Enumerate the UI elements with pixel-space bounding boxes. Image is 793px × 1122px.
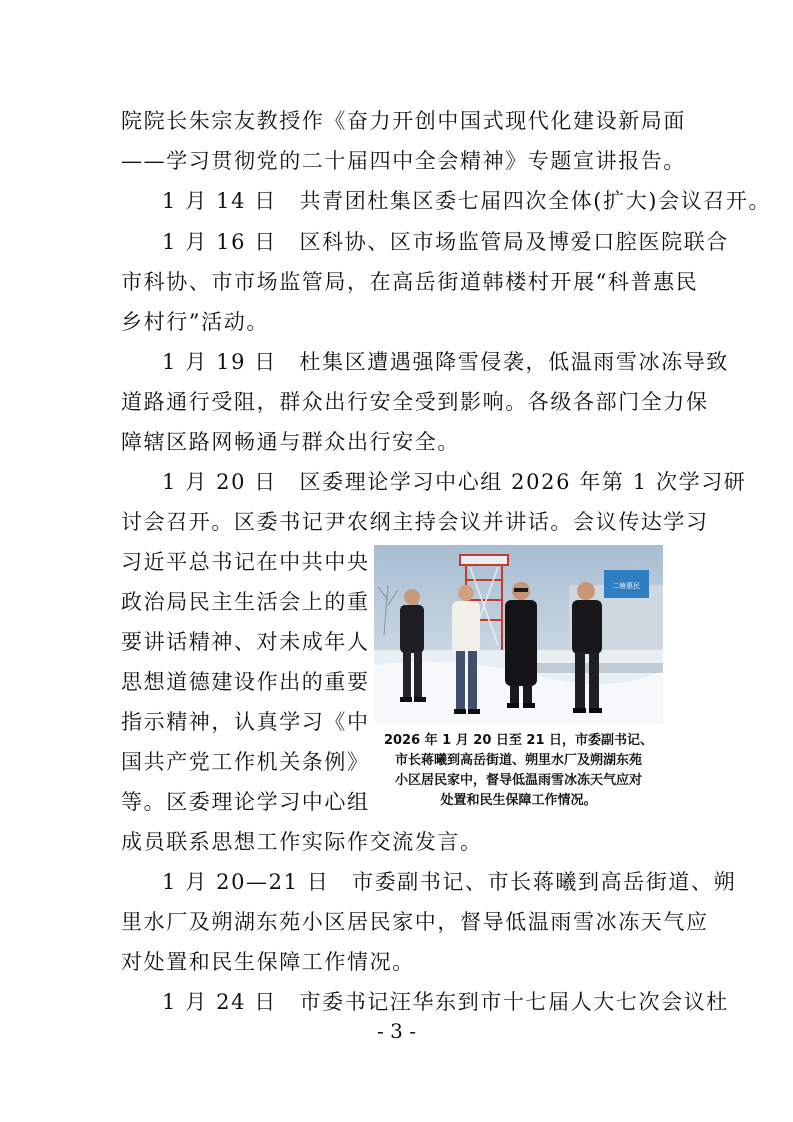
body-line: 讨会召开。区委书记尹农纲主持会议并讲话。会议传达学习 xyxy=(121,510,709,534)
body-line: 乡村行”活动。 xyxy=(121,310,269,334)
body-line: 成员联系思想工作实际作交流发言。 xyxy=(121,830,483,854)
body-line: 市科协、市市场监管局，在高岳街道韩楼村开展“科普惠民 xyxy=(121,270,699,294)
body-line: 1 月 20—21 日 市委副书记、市长蒋曦到高岳街道、朔 xyxy=(162,870,737,894)
body-line: 1 月 19 日 杜集区遭遇强降雪侵袭，低温雨雪冰冻导致 xyxy=(162,350,729,374)
body-line: 里水厂及朔湖东苑小区居民家中，督导低温雨雪冰冻天气应 xyxy=(121,910,709,934)
photo-sign-text: 二塘惠民 xyxy=(612,582,640,590)
body-line: 障辖区路网畅通与群众出行安全。 xyxy=(121,430,460,454)
body-line: 1 月 16 日 区科协、区市场监管局及博爱口腔医院联合 xyxy=(162,230,729,254)
news-photo xyxy=(374,545,663,724)
body-line: 1 月 24 日 市委书记汪华东到市十七届人大七次会议杜 xyxy=(162,990,729,1014)
body-line: 指示精神，认真学习《中 xyxy=(121,710,370,734)
photo-caption-line: 小区居民家中，督导低温雨雪冰冻天气应对 xyxy=(394,773,642,788)
photo-caption-line: 处置和民生保障工作情况。 xyxy=(440,793,597,808)
body-line: 道路通行受阻，群众出行安全受到影响。各级各部门全力保 xyxy=(121,390,709,414)
body-line: 要讲话精神、对未成年人 xyxy=(121,630,370,654)
body-line: 国共产党工作机关条例》 xyxy=(121,750,370,774)
photo-caption-line: 市长蒋曦到高岳街道、朔里水厂及朔湖东苑 xyxy=(394,753,642,768)
body-line: 习近平总书记在中共中央 xyxy=(121,550,370,574)
photo-caption-line: 2026 年 1 月 20 日至 21 日，市委副书记、 xyxy=(383,733,654,748)
body-line: 思想道德建设作出的重要 xyxy=(121,670,370,694)
body-line: 1 月 14 日 共青团杜集区委七届四次全体(扩大)会议召开。 xyxy=(162,189,772,213)
page-number: - 3 - xyxy=(377,1019,416,1043)
body-line: 对处置和民生保障工作情况。 xyxy=(121,950,415,974)
body-line: 等。区委理论学习中心组 xyxy=(121,790,370,814)
body-line: 院院长朱宗友教授作《奋力开创中国式现代化建设新局面 xyxy=(121,109,686,133)
body-line: 1 月 20 日 区委理论学习中心组 2026 年第 1 次学习研 xyxy=(162,470,747,494)
body-line: 政治局民主生活会上的重 xyxy=(121,590,370,614)
body-line: ——学习贯彻党的二十届四中全会精神》专题宣讲报告。 xyxy=(121,149,686,173)
